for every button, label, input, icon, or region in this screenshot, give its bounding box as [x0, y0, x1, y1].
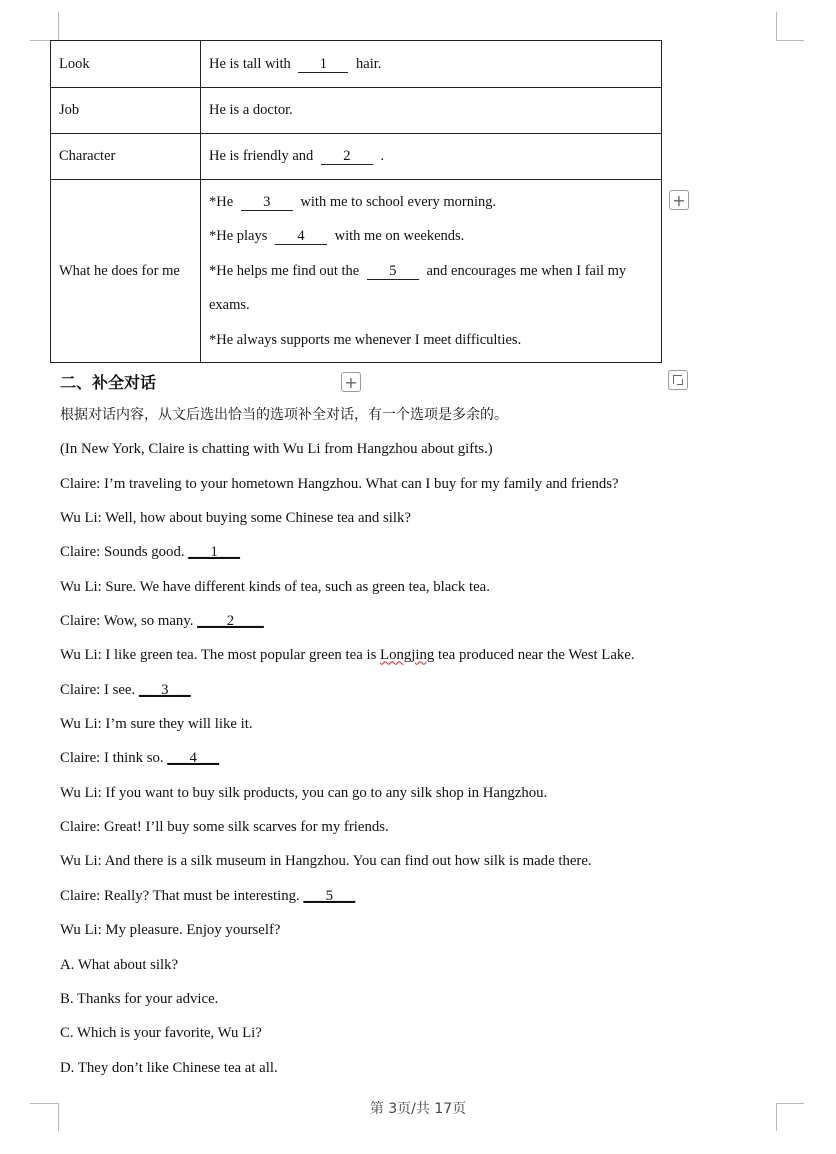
info-table: [50, 40, 662, 363]
activity-line: *He plays 4 with me on weekends.: [209, 228, 465, 245]
dialogue-line: Wu Li: I’m sure they will like it.: [60, 716, 253, 733]
blank: ___1___: [188, 544, 241, 561]
activity-line: *He 3 with me to school every morning.: [209, 193, 497, 210]
crop-mark: [58, 12, 59, 40]
add-column-button[interactable]: [669, 190, 689, 210]
dialogue-line: Wu Li: My pleasure. Enjoy yourself?: [60, 922, 281, 939]
table-row: [51, 88, 662, 134]
dialogue-line: Claire: I’m traveling to your hometown Hangzhou. What can I buy for my family and friends?: [60, 475, 619, 492]
dialogue-line: Claire: Sounds good. ___1___: [60, 544, 241, 561]
row-label: What he does for me: [51, 180, 201, 363]
row-content: He is a doctor.: [201, 88, 662, 134]
dialogue-line: Claire: I see. ___3___: [60, 681, 191, 698]
dialogue-section: [60, 404, 710, 1091]
section-heading: 二、补全对话: [60, 373, 157, 392]
activity-line: *He helps me find out the 5 and encourages me when I fail my: [209, 262, 627, 279]
blank: 3: [241, 194, 293, 211]
blank: ___5___: [303, 887, 356, 904]
blank: ____2____: [197, 613, 264, 630]
option-item: C. Which is your favorite, Wu Li?: [60, 1025, 262, 1042]
option-item: D. They don’t like Chinese tea at all.: [60, 1059, 278, 1076]
option-item: A. What about silk?: [60, 956, 179, 973]
blank: 4: [275, 228, 327, 245]
dialogue-line: Claire: Great! I’ll buy some silk scarves for my friends.: [60, 819, 389, 836]
dialogue-line: Wu Li: Sure. We have different kinds of tea, such as green tea, black tea.: [60, 578, 490, 595]
dialogue-line: Wu Li: I like green tea. The most popular green tea is Longjing tea produced near the West Lake.: [60, 647, 635, 664]
row-label: Character: [51, 134, 201, 180]
table-row: [51, 180, 662, 363]
add-row-button[interactable]: [341, 372, 361, 392]
activity-line: exams.: [209, 297, 250, 314]
dialogue-line: Wu Li: And there is a silk museum in Hangzhou. You can find out how silk is made there.: [60, 853, 592, 870]
crop-mark: [776, 12, 777, 40]
option-item: B. Thanks for your advice.: [60, 990, 219, 1007]
dialogue-line: Claire: I think so. ___4___: [60, 750, 220, 767]
context: (In New York, Claire is chatting with Wu Li from Hangzhou about gifts.): [60, 441, 493, 458]
table-row: [51, 41, 662, 88]
blank: 5: [367, 263, 419, 280]
blank: 2: [321, 148, 373, 165]
row-content: [201, 180, 662, 363]
blank: ___4___: [167, 750, 220, 767]
activity-line: *He always supports me whenever I meet difficulties.: [209, 331, 522, 348]
dialogue-line: Claire: Really? That must be interesting. ___5___: [60, 887, 356, 904]
crop-mark: [776, 40, 804, 41]
plus-icon: +: [344, 373, 358, 392]
dialogue-line: Wu Li: If you want to buy silk products, you can go to any silk shop in Hangzhou.: [60, 784, 548, 801]
row-content: He is tall with 1 hair.: [201, 41, 662, 88]
row-label: Job: [51, 88, 201, 134]
plus-icon: +: [672, 191, 686, 210]
spellcheck-word: Longjing: [380, 647, 435, 664]
page-number: 第 3页/共 17页: [369, 1101, 467, 1117]
row-content: He is friendly and 2 .: [201, 134, 662, 180]
row-label: Look: [51, 41, 201, 88]
table-resize-handle[interactable]: [668, 370, 688, 390]
instruction: 根据对话内容，从文后选出恰当的选项补全对话，有一个选项是多余的。: [60, 407, 508, 423]
blank: ___3___: [138, 681, 191, 698]
blank: 1: [298, 56, 348, 73]
dialogue-line: Claire: Wow, so many. ____2____: [60, 613, 264, 630]
table-row: [51, 134, 662, 180]
dialogue-line: Wu Li: Well, how about buying some Chinese tea and silk?: [60, 510, 411, 527]
